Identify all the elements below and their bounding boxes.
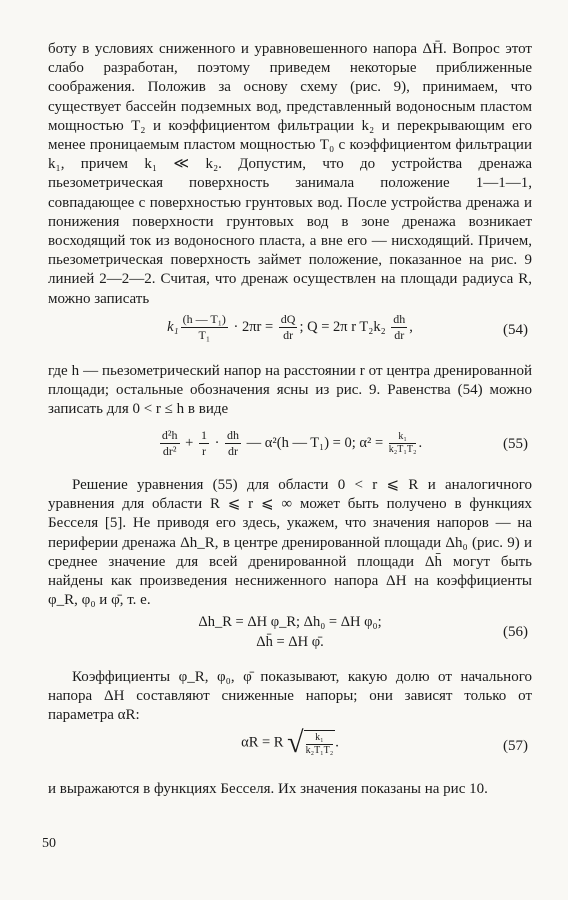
eq57-fraction [306,732,334,757]
eq55-rest: — α²(h — T₁) = 0; α² = [246,434,384,451]
eq54-f3-numerator: dh [393,312,406,326]
eq54-f1-numerator: (h — T₁) [182,312,226,326]
eq54-f2-denominator: dr [283,328,294,342]
equation-number-57: (57) [503,738,528,754]
eq55-f1-denominator: dr² [162,444,177,458]
paragraph-definitions [48,362,532,420]
eq54-f1-denominator: T₁ [198,328,210,342]
equation-54 [48,312,532,343]
eq57-lhs: αR = R [241,734,284,751]
eq55-f3-denominator: dr [228,444,239,458]
eq57-denominator: k₂T₁T₂ [305,744,334,756]
paragraph-2: где h — пьезометрический напор на расстоянии r от центра дренированной площади; остальные обозначения ясны из рис. 9. Равенства (54) можно записать для 0 < r ≤ h в виде [48,363,532,418]
paragraph-1: боту в условиях сниженного и уравновешенного напора ΔH̄. Вопрос этот слабо разработан, поэтому приведем некоторые приближенные соображения. Положив за основу схему (рис. 9), принимаем, что существует бассейн подземных вод, представленный водоносным пластом мощностью T₂ и коэффициентом фильтрации k₂ и перекрывающим его менее проницаемым пластом мощностью T₀ с коэффициентом фильтрации k₁, причем k₁ ≪ k₂. Допустим, что до устройства дренажа пьезометрическая поверхность занимала положение 1—1—1, совпадающее с поверхностью грунтовых вод. После устройства дренажа и понижения поверхности грунтовых вод в зоне дренажа возникает восходящий ток из водоносного пласта, а вне его — нисходящий. Причем, пьезометрическая поверхность займет положение, показанное на рис. 9 линией 2—2—2. Считая, что дренаж осуществлен на площади радиуса R, можно записать [48,41,532,307]
eq56-line-1: Δh_R = ΔH φ_R; Δh₀ = ΔH φ₀; [198,614,382,630]
eq54-f3-denominator: dr [394,328,405,342]
eq54-f2-numerator: dQ [280,312,296,326]
eq55-dot: · [214,434,220,451]
eq55-tail: . [418,434,423,451]
eq55-fraction-3 [225,428,241,459]
eq57-square-root [287,728,335,758]
equation-57 [48,728,532,758]
eq55-fraction-1 [160,428,180,459]
paragraph-solution [48,476,532,610]
eq57-numerator: k₁ [306,732,334,745]
eq57-tail: . [335,734,339,751]
eq54-fraction-3 [391,312,407,343]
eq54-tail: , [409,318,413,335]
square-root-icon: √ [287,726,304,759]
page-number: 50 [42,836,56,851]
eq55-plus: + [185,434,194,451]
eq55-f1-numerator: d²h [161,428,178,442]
paragraph-3: Решение уравнения (55) для области 0 < r ⩽ R и аналогичного уравнения для области R ⩽ r ⩽ ∞ может быть получено в функциях Бесселя [5]. Не приводя его здесь, укажем, что значения напоров — на периферии дренажа Δh_R, в центре дренированной площади Δh₀ (рис. 9) и среднее значение для всей дренированной площади Δh̄ могут быть найдены как произведения несниженного напора ΔH на коэффициенты φ_R, φ₀ и φ̄, т. е. [48,477,532,609]
eq54-mid: · 2πr = [233,318,274,335]
paragraph-5: и выражаются в функциях Бесселя. Их значения показаны на рис 10. [48,781,488,797]
equation-56 [48,612,532,652]
paragraph-intro [48,40,532,309]
eq55-f2-numerator: 1 [200,428,207,442]
eq56-line-2: Δh̄ = ΔH φ̄. [256,634,324,650]
eq55-f2-denominator: r [201,444,206,458]
paragraph-coefficients [48,668,532,726]
eq54-separator: ; Q = 2π r T₂k₂ [299,318,386,335]
eq55-fraction-2 [199,428,209,459]
paragraph-4: Коэффициенты φ_R, φ₀, φ̄ показывают, какую долю от начального напора ΔH составляют сниженные напоры; они зависят только от параметра αR: [48,669,532,724]
eq54-k1: k₁ [167,318,179,335]
eq55-f4-denominator: k₂T₁T₂ [388,444,417,455]
paragraph-closing [48,780,532,799]
equation-55 [48,428,532,459]
eq54-fraction-1 [181,312,228,343]
eq54-fraction-2 [279,312,298,343]
equation-number-55: (55) [503,436,528,452]
equation-number-56: (56) [503,624,528,640]
eq55-fraction-4 [389,431,417,456]
eq55-f3-numerator: dh [227,428,240,442]
equation-number-54: (54) [503,322,528,338]
eq55-f4-numerator: k₁ [389,431,417,444]
